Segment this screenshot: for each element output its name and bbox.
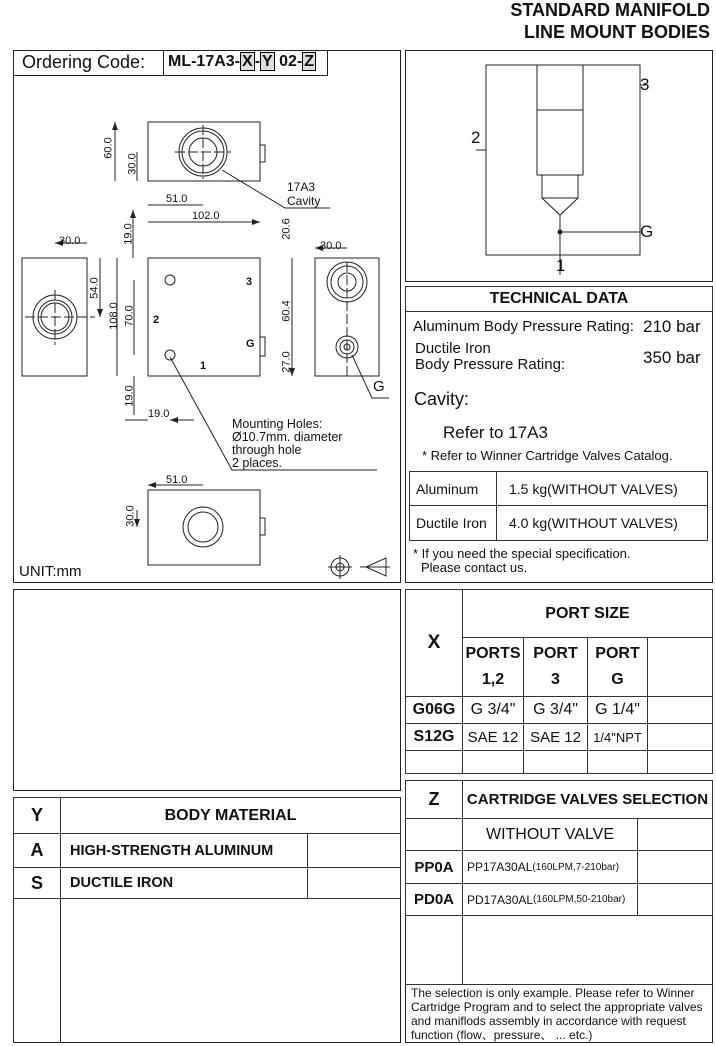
mounting-line: 2 places. <box>232 456 283 470</box>
special-note-1: * If you need the special specification. <box>413 546 631 561</box>
without-valve: WITHOUT VALVE <box>462 818 638 851</box>
port-code: G06G <box>405 696 463 724</box>
port-size-title: PORT SIZE <box>462 589 713 638</box>
mounting-line: Mounting Holes: <box>232 417 323 431</box>
catalog-note: * Refer to Winner Cartridge Valves Catalog. <box>422 448 673 463</box>
dim-30-bottom: 30.0 <box>124 505 137 527</box>
ordering-code-label: Ordering Code: <box>22 52 146 72</box>
al-pressure-value: 210 bar <box>643 317 701 336</box>
empty-cell <box>587 750 648 774</box>
dim-70: 70.0 <box>123 305 136 327</box>
weight-value: 1.5 kg(WITHOUT VALVES) <box>496 471 708 506</box>
bottom-view <box>137 485 265 565</box>
dim-54: 54.0 <box>88 277 101 299</box>
code-prefix: ML-17A3- <box>168 53 241 70</box>
title-line-2: LINE MOUNT BODIES <box>523 22 710 42</box>
port-cell: G 3/4" <box>523 696 588 724</box>
dim-19-top: 19.0 <box>122 223 135 245</box>
valve-model <box>462 883 638 916</box>
schematic-panel <box>405 50 713 282</box>
empty-cell <box>637 850 713 884</box>
schematic-port-1: 1 <box>556 256 566 275</box>
code-y: Y <box>262 53 273 70</box>
empty-cell <box>637 883 713 916</box>
code-sep: - <box>254 53 261 70</box>
blank-panel <box>13 589 401 791</box>
dim-108: 108.0 <box>107 302 120 330</box>
z-column-header: Z <box>405 780 463 819</box>
mounting-line: through hole <box>232 443 302 457</box>
port-code: S12G <box>405 723 463 751</box>
mounting-line: Ø10.7mm. diameter <box>232 430 343 444</box>
di-pressure-value: 350 bar <box>643 348 701 367</box>
mounting-holes-note <box>232 418 342 470</box>
schematic-port-3: 3 <box>640 75 650 94</box>
header-port-3 <box>523 637 588 697</box>
dim-102: 102.0 <box>192 210 220 222</box>
port-g-label: G <box>246 338 255 350</box>
cavity-label-2: Cavity <box>287 194 321 208</box>
material-name: HIGH-STRENGTH ALUMINUM <box>60 833 308 868</box>
unit-label: UNIT:mm <box>19 563 82 580</box>
empty-cell <box>523 750 588 774</box>
empty-cell <box>647 696 713 724</box>
valve-code: PD0A <box>405 883 463 916</box>
empty-cell <box>647 637 713 697</box>
port-cell: G 1/4" <box>587 696 648 724</box>
divider <box>405 984 713 985</box>
port-cell: SAE 12 <box>462 723 524 751</box>
empty-cell <box>307 867 401 899</box>
dim-19-horiz: 19.0 <box>148 408 170 420</box>
di-label-1: Ductile Iron <box>415 340 491 357</box>
dim-30-left: 30.0 <box>59 235 81 247</box>
header-line: PORT <box>595 645 640 662</box>
dim-27: 27.0 <box>280 351 293 373</box>
schematic-port-2: 2 <box>471 128 481 147</box>
empty-cell <box>647 723 713 751</box>
valve-model-detail: (160LPM,7-210bar) <box>532 861 620 873</box>
port-1-label: 1 <box>200 360 207 372</box>
material-name: DUCTILE IRON <box>60 867 308 899</box>
dim-20-6: 20.6 <box>280 218 293 240</box>
valve-model <box>462 850 638 884</box>
header-line: G <box>611 671 624 688</box>
empty-cell <box>637 818 713 851</box>
valve-model-name: PD17A30AL <box>467 892 534 907</box>
weight-material: Aluminum <box>409 471 497 506</box>
title-line-1: STANDARD MANIFOLD <box>510 0 710 20</box>
port-cell: G 3/4" <box>462 696 524 724</box>
dim-60: 60.0 <box>102 137 115 159</box>
port-g-callout: G <box>373 378 385 395</box>
header-port-g <box>587 637 648 697</box>
port-cell: SAE 12 <box>523 723 588 751</box>
dim-60-4: 60.4 <box>280 300 293 322</box>
dim-51-bottom: 51.0 <box>166 474 188 486</box>
weight-value: 4.0 kg(WITHOUT VALVES) <box>496 505 708 541</box>
header-line: PORT <box>533 645 578 662</box>
schematic-port-g: G <box>640 222 654 241</box>
empty-cell <box>405 750 463 774</box>
di-label-2: Body Pressure Rating: <box>415 356 566 373</box>
dim-30-top: 30.0 <box>126 153 139 175</box>
cartridge-title: CARTRIDGE VALVES SELECTION <box>462 780 713 819</box>
empty-cell <box>307 833 401 868</box>
valve-model-detail: (160LPM,50-210bar) <box>533 894 626 905</box>
cavity-reference: Refer to 17A3 <box>443 423 548 442</box>
code-mid: 02- <box>274 53 303 70</box>
header-line: 3 <box>551 671 560 688</box>
al-pressure-label: Aluminum Body Pressure Rating: <box>413 318 634 335</box>
code-x: X <box>242 53 253 70</box>
x-column-header: X <box>405 589 463 697</box>
technical-data-title: TECHNICAL DATA <box>405 286 713 312</box>
y-column-header: Y <box>13 797 61 834</box>
port-3-label: 3 <box>246 276 253 288</box>
right-view <box>292 248 389 398</box>
dim-30-right: 30.0 <box>320 240 342 252</box>
special-note-2: Please contact us. <box>421 560 528 575</box>
left-view <box>22 243 100 376</box>
material-code: S <box>13 867 61 899</box>
port-cell: 1/4"NPT <box>587 723 648 751</box>
valve-model-name: PP17A30AL <box>467 860 533 874</box>
weight-material: Ductile Iron <box>409 505 497 541</box>
cavity-label: 17A3 <box>287 180 316 194</box>
selection-note: The selection is only example. Please refer to Winner Cartridge Program and to select the appropriate valves and maniflods assembly in accordance with request function (flow、pressure、 ... etc.) <box>411 986 703 1042</box>
header-line: 1,2 <box>481 671 505 688</box>
code-z: Z <box>304 53 315 70</box>
cavity-heading: Cavity: <box>414 389 470 409</box>
empty-cell <box>462 750 524 774</box>
port-2-label: 2 <box>153 314 160 326</box>
projection-symbol-icon <box>328 555 390 579</box>
material-code: A <box>13 833 61 868</box>
empty-cell <box>647 750 713 774</box>
header-line: PORTS <box>465 645 521 662</box>
body-material-title: BODY MATERIAL <box>60 797 401 834</box>
dim-51-top: 51.0 <box>166 193 188 205</box>
header-ports-12 <box>462 637 524 697</box>
valve-code: PP0A <box>405 850 463 884</box>
dim-19-bottom: 19.0 <box>123 385 136 407</box>
